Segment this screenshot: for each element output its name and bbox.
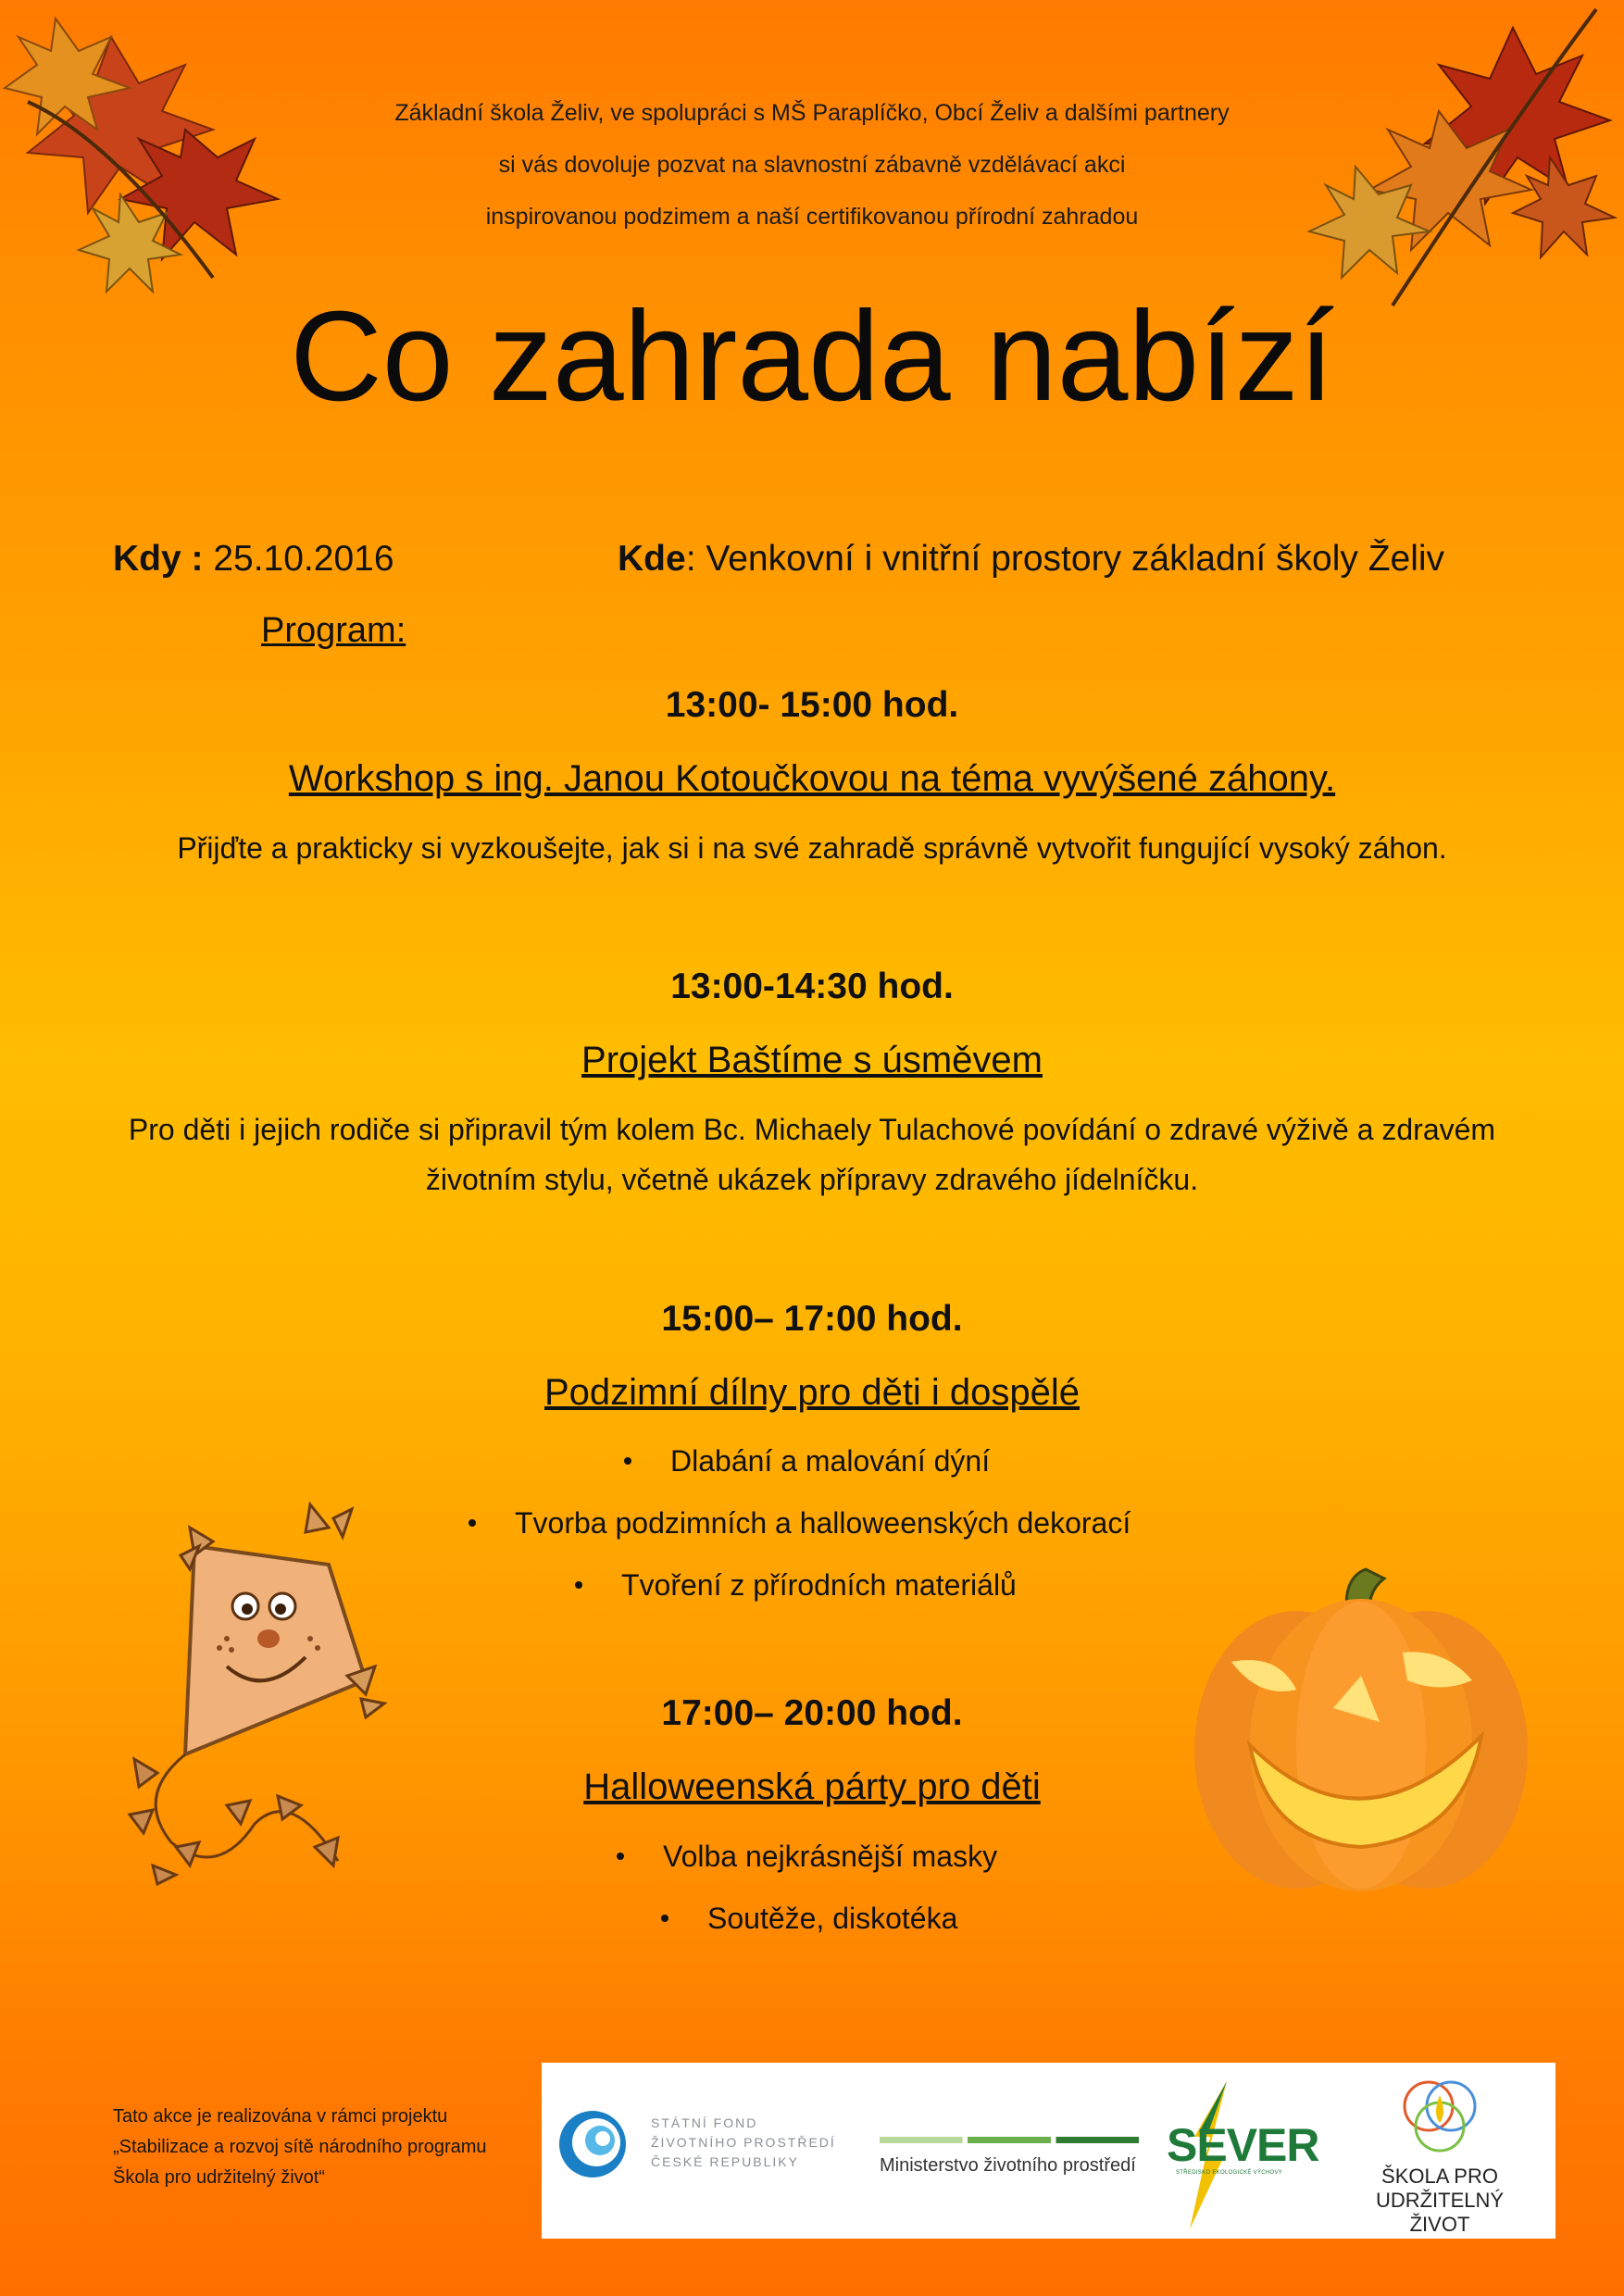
partner-logos <box>542 2063 1555 2239</box>
mzp-logo-text: Ministerstvo životního prostředí <box>880 2155 1136 2176</box>
intro-line-3: inspirovanou podzimem a naší certifikovanou přírodní zahradou <box>485 204 1139 230</box>
section-4-heading: Halloweenská párty pro děti <box>583 1766 1041 1807</box>
event-date <box>113 539 394 580</box>
footnote-line-2: „Stabilizace a rozvoj sítě národního programu <box>113 2137 487 2157</box>
footnote-line-3: Škola pro udržitelný život“ <box>113 2167 325 2188</box>
event-location <box>618 539 1444 580</box>
page-title: Co zahrada nabízí <box>290 285 1334 428</box>
bullet-icon <box>624 1457 631 1465</box>
kite-icon <box>97 1491 403 1898</box>
mzp-logo-bar <box>880 2137 1139 2143</box>
section-2-heading: Projekt Baštíme s úsměvem <box>581 1040 1043 1080</box>
intro-line-2: si vás dovoluje pozvat na slavnostní zábavně vzdělávací akci <box>498 152 1126 178</box>
section-4-time: 17:00– 20:00 hod. <box>661 1693 963 1733</box>
sfzp-logo-text: STÁTNÍ FOND ŽIVOTNÍHO PROSTŘEDÍ ČESKÉ REPUBLIKY <box>651 2115 836 2169</box>
list-item: Tvoření z přírodních materiálů <box>575 1566 1017 1603</box>
section-2-time: 13:00-14:30 hod. <box>670 967 954 1006</box>
pumpkin-icon <box>1176 1560 1546 1903</box>
project-footnote <box>113 2102 487 2193</box>
section-1-heading: Workshop s ing. Janou Kotoučkovou na téma vyvýšené záhony. <box>288 758 1336 799</box>
bullet-icon <box>617 1853 624 1860</box>
list-item: Volba nejkrásnější masky <box>617 1838 997 1875</box>
bullet-icon <box>468 1519 476 1527</box>
sfzp-logo-icon <box>556 2107 630 2181</box>
sever-logo-sub: STŘEDISKO EKOLOGICKÉ VÝCHOVY <box>1176 2170 1283 2176</box>
footnote-line-1: Tato akce je realizována v rámci projektu <box>113 2106 448 2127</box>
spuz-logo-text: ŠKOLA PRO UDRŽITELNÝ ŽIVOT <box>1375 2165 1505 2236</box>
location-value: : Venkovní i vnitřní prostory základní školy Želiv <box>685 539 1445 579</box>
bullet-icon <box>661 1915 668 1922</box>
location-label: Kde <box>618 539 686 579</box>
section-3-heading: Podzimní dílny pro děti i dospělé <box>543 1372 1081 1413</box>
section-2-description-line-1: Pro děti i jejich rodiče si připravil tým kolem Bc. Michaely Tulachové povídání o zdravé výživě a zdravém <box>128 1113 1496 1146</box>
section-1-time: 13:00- 15:00 hod. <box>665 685 959 725</box>
list-item: Dlabání a malování dýní <box>624 1442 990 1479</box>
list-item: Soutěže, diskotéka <box>661 1900 957 1937</box>
sever-logo-name: SEVER <box>1167 2119 1319 2171</box>
section-2-description-line-2: životním stylu, včetně ukázek přípravy zdravého jídelníčku. <box>425 1163 1199 1196</box>
program-label: Program: <box>261 611 406 650</box>
date-label: Kdy : <box>113 539 204 579</box>
intro-line-1: Základní škola Želiv, ve spolupráci s MŠ Paraplíčko, Obcí Želiv a dalšími partnery <box>394 100 1230 126</box>
spuz-logo-icon <box>1393 2077 1486 2160</box>
section-1-description: Přijďte a prakticky si vyzkoušejte, jak si i na své zahradě správně vytvořit fungující vysoký záhon. <box>177 831 1447 865</box>
bullet-icon <box>575 1581 582 1589</box>
list-item: Tvorba podzimních a halloweenských dekorací <box>468 1504 1131 1541</box>
section-3-time: 15:00– 17:00 hod. <box>661 1299 963 1339</box>
date-value: 25.10.2016 <box>203 539 394 579</box>
